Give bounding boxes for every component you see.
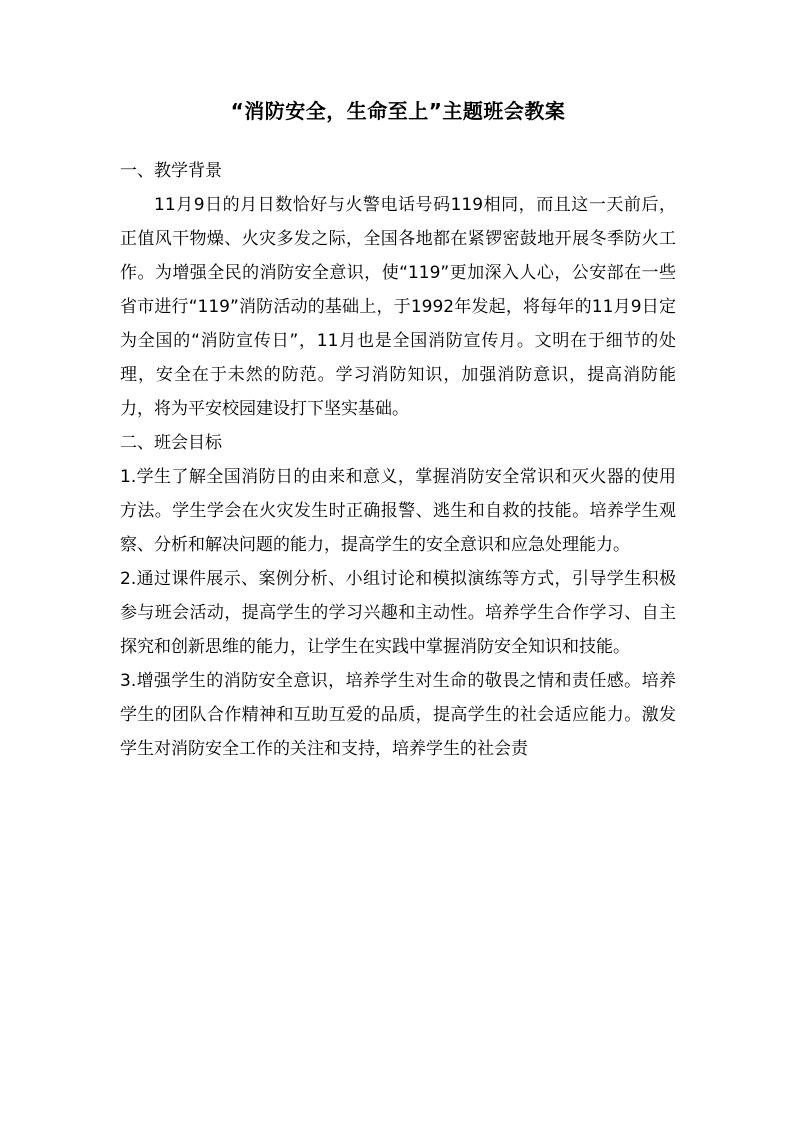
section-heading: 二、班会目标	[120, 433, 222, 453]
document-page	[120, 96, 676, 766]
section-class-goals	[120, 426, 676, 766]
paragraph: 11月9日的月日数恰好与火警电话号码119相同，而且这一天前后，正值风干物燥、火灾多发之际，全国各地都在紧锣密鼓地开展冬季防火工作。为增强全民的消防安全意识，使“119”更加深入人心，公安部在一些省市进行“119”消防活动的基础上，于1992年发起，将每年的11月9日定为全国的“消防宣传日”，11月也是全国消防宣传月。文明在于细节的处理，安全在于未然的防范。学习消防知识，加强消防意识，提高消防能力，将为平安校园建设打下坚实基础。	[120, 195, 676, 419]
goal-paragraph-3: 3.增强学生的消防安全意识，培养学生对生命的敬畏之情和责任感。培养学生的团队合作精神和互助互爱的品质，提高学生的社会适应能力。激发学生对消防安全工作的关注和支持，培养学生的社会责	[120, 671, 676, 759]
goal-paragraph-1: 1.学生了解全国消防日的由来和意义，掌握消防安全常识和灭火器的使用方法。学生学会在火灾发生时正确报警、逃生和自救的技能。培养学生观察、分析和解决问题的能力，提高学生的安全意识和应急处理能力。	[120, 467, 676, 555]
goal-paragraph-2: 2.通过课件展示、案例分析、小组讨论和模拟演练等方式，引导学生积极参与班会活动，提高学生的学习兴趣和主动性。培养学生合作学习、自主探究和创新思维的能力，让学生在实践中掌握消防安全知识和技能。	[120, 569, 676, 657]
section-teaching-background	[120, 154, 676, 426]
section-heading: 一、教学背景	[120, 161, 222, 181]
document-title: “消防安全，生命至上”主题班会教案	[230, 99, 566, 123]
